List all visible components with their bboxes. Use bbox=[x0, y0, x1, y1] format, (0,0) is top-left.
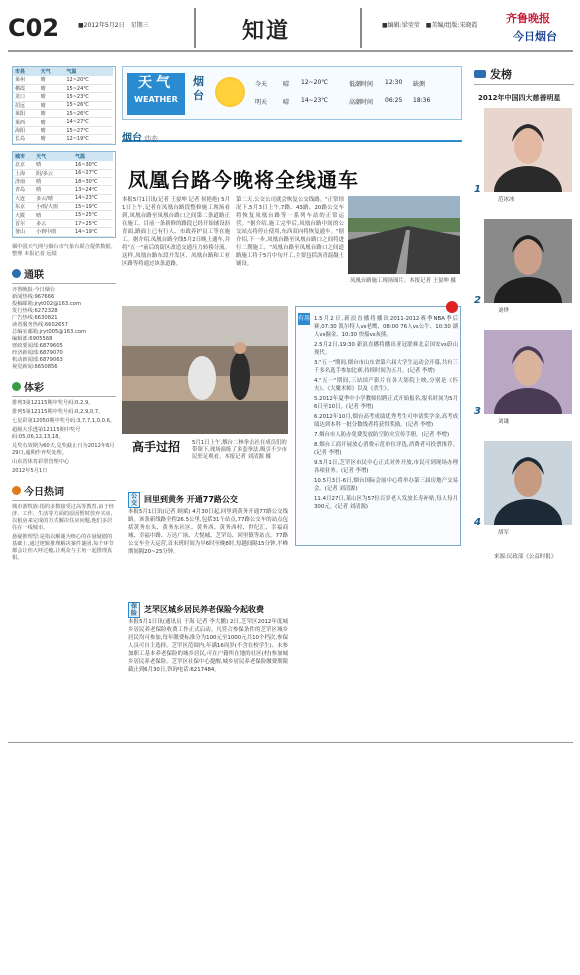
hotword-heading: 今日热词 bbox=[12, 483, 116, 501]
ranking-credit: 来源:民政部《公益时报》 bbox=[494, 554, 557, 560]
weather-cell: 14~19℃ bbox=[73, 228, 113, 236]
weather-cell: 18~30℃ bbox=[73, 177, 113, 185]
header-divider bbox=[360, 8, 362, 48]
weather-cell: 莱西 bbox=[13, 118, 39, 126]
weather-cell: 小到中雨 bbox=[34, 228, 73, 236]
left-column bbox=[12, 66, 116, 564]
weather-cell: 长岛 bbox=[13, 135, 39, 143]
lottery-line: 超级大乐透第12115期中奖号码:05,06,12,13,18。 bbox=[12, 426, 81, 440]
weather-cell: 15~26℃ bbox=[64, 101, 113, 109]
city-weather-table bbox=[12, 151, 116, 238]
fight-headline: 高手过招 bbox=[132, 440, 181, 454]
high-tide-label: 高潮时间 bbox=[349, 99, 374, 106]
hotword-list bbox=[12, 504, 116, 562]
weather-cell: 首尔 bbox=[13, 219, 34, 227]
road-photo bbox=[348, 196, 460, 274]
road-photo-caption: 凤凰台路施工现场图片。本报记者 王晏坤 摄 bbox=[350, 278, 456, 284]
weather-cell: 15~27℃ bbox=[64, 126, 113, 134]
useful-item: 9.5月1日,芝罘区市民中心正式对外开放,市民可到现场办理各项业务。(记者 李增) bbox=[314, 460, 458, 474]
pushpin-icon bbox=[446, 301, 458, 313]
weather-col-header: 气温 bbox=[64, 67, 113, 76]
weather-row bbox=[13, 194, 113, 202]
lottery-line: 排列5第12115期中奖号码:0,2,9,0,7。 bbox=[12, 408, 104, 415]
weather-cell: 大阪 bbox=[13, 211, 34, 219]
useful-list bbox=[314, 315, 458, 543]
weather-cell: 上海 bbox=[13, 169, 34, 177]
useful-item: 10.5月3日-6日,烟台国际会展中心将举办第三届房地产交易会。(记者 刘清源) bbox=[314, 478, 458, 492]
main-story-col1: 本报5月1日讯(记者 王晏坤 记者 侯艳艳) 5月1日上午,记者在凤凰台路段整修施工现场看到,凤凰台路至凤凰台路口之间第二条道路正在施工。目前一条新修的路段已经开始铺设沥青面,路面上已有行人、市政养护员工等在施工。据介绍,凤凰台路全线5月2日晚上通车,并将"五一"前后的街区改造交通压力转移分流。这样,凤凰台路东段开发区、凤凰台路和工业区路等将通过该条道路。 bbox=[122, 197, 230, 267]
today-temp: 12~20℃ bbox=[301, 79, 329, 86]
weather-col-header: 市县 bbox=[13, 67, 39, 76]
right-column bbox=[474, 66, 574, 560]
tongxun-heading: 通联 bbox=[12, 266, 116, 284]
weather-row bbox=[13, 228, 113, 236]
phone-icon bbox=[12, 269, 21, 278]
hotword-entry: 悬疑推理型:是指以解谜为核心的在悬疑剧的基础上,通过逻辑推理解决案件谜团,每个环节都会让你大呼过瘾,让观众与主角一起推理真相。 bbox=[12, 533, 114, 561]
useful-item: 3."五一"期间,烟台市山东省第六届大学生运动会开幕,共有三千多名选手参加比赛,持续时间为五月。(记者 李增) bbox=[314, 360, 458, 374]
weather-row bbox=[13, 84, 113, 92]
weather-cell: 莱州 bbox=[13, 76, 39, 84]
weather-cell: 12~19℃ bbox=[64, 135, 113, 143]
page-number: C02 bbox=[8, 14, 60, 42]
contact-line: 发行热线:6272328 bbox=[12, 307, 58, 314]
lottery-results bbox=[12, 400, 116, 475]
weather-badge: 天气 WEATHER bbox=[127, 73, 185, 115]
weather-cell: 莱阳 bbox=[13, 110, 39, 118]
contact-line: 投稿邮箱:jryt002@163.com bbox=[12, 300, 81, 307]
rank-number: 3 bbox=[474, 406, 481, 417]
insurance-tag: 保险 bbox=[128, 602, 140, 618]
weather-row bbox=[13, 76, 113, 84]
weather-cell: 釜山 bbox=[13, 228, 34, 236]
weather-cell: 晴 bbox=[39, 93, 65, 101]
weather-row bbox=[13, 93, 113, 101]
bus-tag: 公交 bbox=[128, 492, 140, 508]
contact-line: 编辑部:6905568 bbox=[12, 335, 53, 342]
insurance-headline: 芝罘区城乡居民养老保险今起收费 bbox=[144, 605, 264, 614]
issue-date: ■2012年5月2日 星期三 bbox=[78, 22, 149, 29]
weather-city: 烟台 bbox=[193, 75, 204, 102]
weather-row bbox=[13, 101, 113, 109]
insurance-body: 本报5月1日讯(通讯员 于海 记者 李大鹏) 2日,芝罘区2012年度城乡居民养老保险收费工作正式启动。凡符合参保条件的芝罘区城乡居民均可参加,每年缴费标准分为100元至1000元共10个档次,参保人员可自主选择。芝罘区范围内,年满16周岁(不含在校学生)、未参加职工基本养老保险的城乡居民,可在户籍所在地的社区(村)参加城乡居民养老保险。芝罘区社保中心提醒,城乡居民养老保险缴费期限截止到6月30日,咨询电话:6217484。 bbox=[128, 619, 288, 673]
rank-number: 2 bbox=[474, 295, 481, 306]
weather-cell: 晴 bbox=[39, 101, 65, 109]
editor-credits: ■编辑:梁莹莹 ■美编/组版:宋晓霞 bbox=[382, 22, 478, 29]
bus-body: 本报5月1日讯(记者 顾斌) 4月30日起,回里到黄务开通77路公交线路。该条新线路全程26.5公里,包括31个站点,77路公交车的站点包括黄务东头、黄务东社区、黄务西、黄务西村、世纪汇、幸福商城、幸福中路、万达广场、大悦城、芝罘岛、回里镇等站点。77路公交车全天运营,首末班时间为早6时至晚8时,每趟间隔15分钟,平峰期间隔20~25分钟。 bbox=[128, 509, 288, 555]
contact-line: 总编室邮箱:jryt005@163.com bbox=[12, 328, 87, 335]
weather-cell: 15~19℃ bbox=[73, 203, 113, 211]
weather-cell: 招远 bbox=[13, 101, 39, 109]
weather-cell: 晴 bbox=[39, 110, 65, 118]
weather-row bbox=[13, 186, 113, 194]
weather-col-header: 气温 bbox=[73, 152, 113, 161]
useful-item: 2.5月2日,19:30 新浪直播将播出亚冠联赛北京国安vs蔚山现代。 bbox=[314, 342, 458, 356]
useful-item: 5.2012年夏季中小学教师招聘正式开始报名,报名时间为5月6日至10日。(记者 李增) bbox=[314, 396, 458, 410]
ranking-card bbox=[474, 219, 574, 318]
high-tide-time: 06:25 bbox=[385, 97, 403, 104]
lottery-line: 兑奖有效期为60天,兑奖截止日为2012年6月29日,逾期作弃奖处理。 bbox=[12, 442, 115, 456]
weather-cell: 晴 bbox=[39, 118, 65, 126]
page-header bbox=[8, 8, 573, 50]
tomorrow-weather: 晴 bbox=[283, 99, 290, 106]
weather-cell: 北京 bbox=[13, 161, 34, 169]
main-story-col2: 第二天,公交公司就会恢复公交线路。"正常情况下,5月3日上午,7路、43路、20路公交车将恢复凤凰台路等一系列车站的正常运营。"据介绍,施工完毕后,凤凰台路中间的公交站点将停止使用,东西双向将恢复通车。"据介绍,下一步,凤凰台路至凤凰台路口之间将进行二期施工。"凤凰台路至凤凰台路口之间道路施工将于5月中旬开工,主要包括沥青混凝土铺设。 bbox=[236, 197, 344, 267]
weather-cell: 15~25℃ bbox=[73, 211, 113, 219]
today-label: 今天 bbox=[255, 81, 268, 88]
contact-line: 视觉新闻:6650856 bbox=[12, 363, 58, 370]
useful-item: 4."五一"期间,三站国产影片在各大影院上映,分别是《匹夫》、《大魔术师》以及《杀生》。 bbox=[314, 378, 458, 392]
weather-cell: 晴 bbox=[39, 76, 65, 84]
useful-item: 1.5月2日,新浪直播将播出2011-2012赛季NBA季后赛,07:30 凯尔特人vs老鹰、08:00 76人vs公牛、10:30 湖人vs掘金、10:30 快船vs灰熊。 bbox=[314, 316, 458, 338]
low-tide-label: 低潮时间 bbox=[349, 81, 374, 88]
rank-number: 1 bbox=[474, 184, 481, 195]
hotword-icon bbox=[12, 486, 21, 495]
useful-item: 7.烟台市人防办免费发放防空防灾宣传手册。(记者 李增) bbox=[314, 432, 450, 438]
ranking-heading: 发榜 bbox=[474, 66, 574, 85]
ranking-card bbox=[474, 330, 574, 429]
county-weather-table bbox=[12, 66, 116, 145]
weather-row bbox=[13, 110, 113, 118]
weather-row bbox=[13, 177, 113, 185]
weather-col-header: 天气 bbox=[39, 67, 65, 76]
weather-cell: 济南 bbox=[13, 177, 34, 185]
lottery-line: 排列3第12115期中奖号码:0,2,9。 bbox=[12, 399, 94, 406]
tomorrow-temp: 14~23℃ bbox=[301, 97, 329, 104]
weather-cell: 晴 bbox=[34, 177, 73, 185]
star-name: 范冰冰 bbox=[498, 197, 515, 203]
bus-headline: 回里到黄务 开通77路公交 bbox=[144, 495, 238, 504]
weather-cell: 晴 bbox=[39, 126, 65, 134]
newspaper-page bbox=[8, 8, 573, 740]
low-tide-time: 缺测 bbox=[413, 81, 426, 88]
weather-cell: 15~23℃ bbox=[64, 93, 113, 101]
weather-cell: 14~23℃ bbox=[73, 194, 113, 202]
fight-caption: 5月1日上午,烟台二林拳击社在成员们的带领下,现场演练了多套拳法,吸引不少市民驻足观看。本报记者 刘清源 摄 bbox=[192, 440, 288, 460]
lottery-line: 七星彩第12050期中奖号码:3,7,7,1,0,0,6。 bbox=[12, 417, 116, 424]
weather-banner bbox=[122, 66, 462, 120]
weather-cell: 晴 bbox=[34, 161, 73, 169]
trophy-icon bbox=[474, 70, 486, 78]
star-name: 刘谦 bbox=[498, 419, 510, 425]
weather-row bbox=[13, 203, 113, 211]
weather-cell: 15~26℃ bbox=[64, 110, 113, 118]
star-name: 刘烨 bbox=[498, 308, 510, 314]
rank-number: 4 bbox=[474, 517, 481, 528]
newspaper-logo: 齐鲁晚报 bbox=[506, 12, 550, 25]
lottery-icon bbox=[12, 382, 21, 391]
weather-cell: 晴 bbox=[39, 135, 65, 143]
weather-col-header: 城市 bbox=[13, 152, 34, 161]
weather-cell: 13~24℃ bbox=[73, 186, 113, 194]
star-portrait bbox=[484, 330, 572, 414]
edition-name: 今日烟台 bbox=[513, 30, 557, 43]
page-bottom-rule bbox=[8, 742, 573, 743]
weather-row bbox=[13, 219, 113, 227]
weather-source-note: 烟中国天气网与烟台市气象台联合提供数据。整理 本报记者 远镜 bbox=[12, 243, 116, 257]
ranking-card bbox=[474, 108, 574, 207]
column-header: 烟台 动态 bbox=[122, 126, 462, 142]
weather-cell: 12~20℃ bbox=[64, 76, 113, 84]
weather-cell: 15~24℃ bbox=[64, 84, 113, 92]
ranking-list bbox=[474, 108, 574, 540]
section-title: 知道 bbox=[242, 19, 291, 44]
useful-item: 11.4月27日,莱山区为57位百岁老人发放长寿补贴,每人每月300元。(记者 刘清源) bbox=[314, 496, 458, 510]
weather-cell: 14~27℃ bbox=[64, 118, 113, 126]
ranking-subtitle: 2012年中国四大慈善明星 bbox=[478, 94, 561, 102]
weather-row bbox=[13, 169, 113, 177]
weather-cell: 晴 bbox=[34, 186, 73, 194]
weather-cell: 16~27℃ bbox=[73, 169, 113, 177]
weather-cell: 晴 bbox=[34, 211, 73, 219]
boxing-photo bbox=[122, 306, 288, 434]
weather-row bbox=[13, 211, 113, 219]
main-headline: 凤凰台路今晚将全线通车 bbox=[128, 168, 359, 192]
contact-line: 新闻热线:967666 bbox=[12, 293, 55, 300]
hotword-entry: 城市游牧族:指的多数接受过高等教育,由于经济、工作、生活等方面的原因暂时放弃买房,以租房来完成的方式解决住房问题,他们多居住在一线城市。 bbox=[12, 503, 114, 531]
useful-label: 有用 bbox=[298, 313, 310, 325]
weather-row bbox=[13, 118, 113, 126]
header-divider bbox=[194, 8, 196, 48]
useful-item: 8.烟台工商开展放心消费示范单位评选,消费者可投票推荐。(记者 李增) bbox=[314, 442, 458, 456]
weather-col-header: 天气 bbox=[34, 152, 73, 161]
tomorrow-label: 明天 bbox=[255, 99, 268, 106]
lottery-line: 山东省体育彩票管理中心 bbox=[12, 458, 70, 465]
header-rule bbox=[8, 50, 573, 52]
weather-cell: 17~25℃ bbox=[73, 219, 113, 227]
contact-line: 机动新闻部:6879063 bbox=[12, 356, 63, 363]
contact-line: 财政要闻部:6879605 bbox=[12, 342, 63, 349]
contact-line: 经济新闻部:6879070 bbox=[12, 349, 63, 356]
weather-cell: 小雨/大雨 bbox=[34, 203, 73, 211]
high-tide-time: 18:36 bbox=[413, 97, 431, 104]
weather-cell: 晴 bbox=[39, 84, 65, 92]
weather-cell: 海阳 bbox=[13, 126, 39, 134]
star-portrait bbox=[484, 219, 572, 303]
weather-cell: 青岛 bbox=[13, 186, 34, 194]
weather-cell: 多云 bbox=[34, 219, 73, 227]
contact-line: 广告热线:6630821 bbox=[12, 314, 58, 321]
useful-item: 6.2012年10月,烟台高考成绩优秀考生可申请奖学金,高考成绩达到本科一批分数线者将获得奖励。(记者 李增) bbox=[314, 414, 458, 428]
weather-cell: 多云/晴 bbox=[34, 194, 73, 202]
ranking-card bbox=[474, 441, 574, 540]
useful-info-box bbox=[295, 306, 461, 546]
lottery-heading: 体彩 bbox=[12, 379, 116, 397]
star-portrait bbox=[484, 108, 572, 192]
contact-line: 齐鲁晚报·今日烟台 bbox=[12, 286, 56, 293]
weather-cell: 龙口 bbox=[13, 93, 39, 101]
star-portrait bbox=[484, 441, 572, 525]
weather-row bbox=[13, 126, 113, 134]
weather-cell: 大连 bbox=[13, 194, 34, 202]
low-tide-time: 12:30 bbox=[385, 79, 403, 86]
weather-cell: 16~30℃ bbox=[73, 161, 113, 169]
contact-line: 读者服务热线:6602657 bbox=[12, 321, 68, 328]
weather-row bbox=[13, 161, 113, 169]
weather-row bbox=[13, 135, 113, 143]
lottery-line: 2012年5月1日 bbox=[12, 467, 48, 474]
today-weather: 晴 bbox=[283, 81, 290, 88]
sun-icon bbox=[215, 77, 245, 107]
contact-list bbox=[12, 287, 116, 371]
weather-cell: 阴/多云 bbox=[34, 169, 73, 177]
star-name: 胡军 bbox=[498, 530, 510, 536]
weather-cell: 东京 bbox=[13, 203, 34, 211]
weather-cell: 栖霞 bbox=[13, 84, 39, 92]
